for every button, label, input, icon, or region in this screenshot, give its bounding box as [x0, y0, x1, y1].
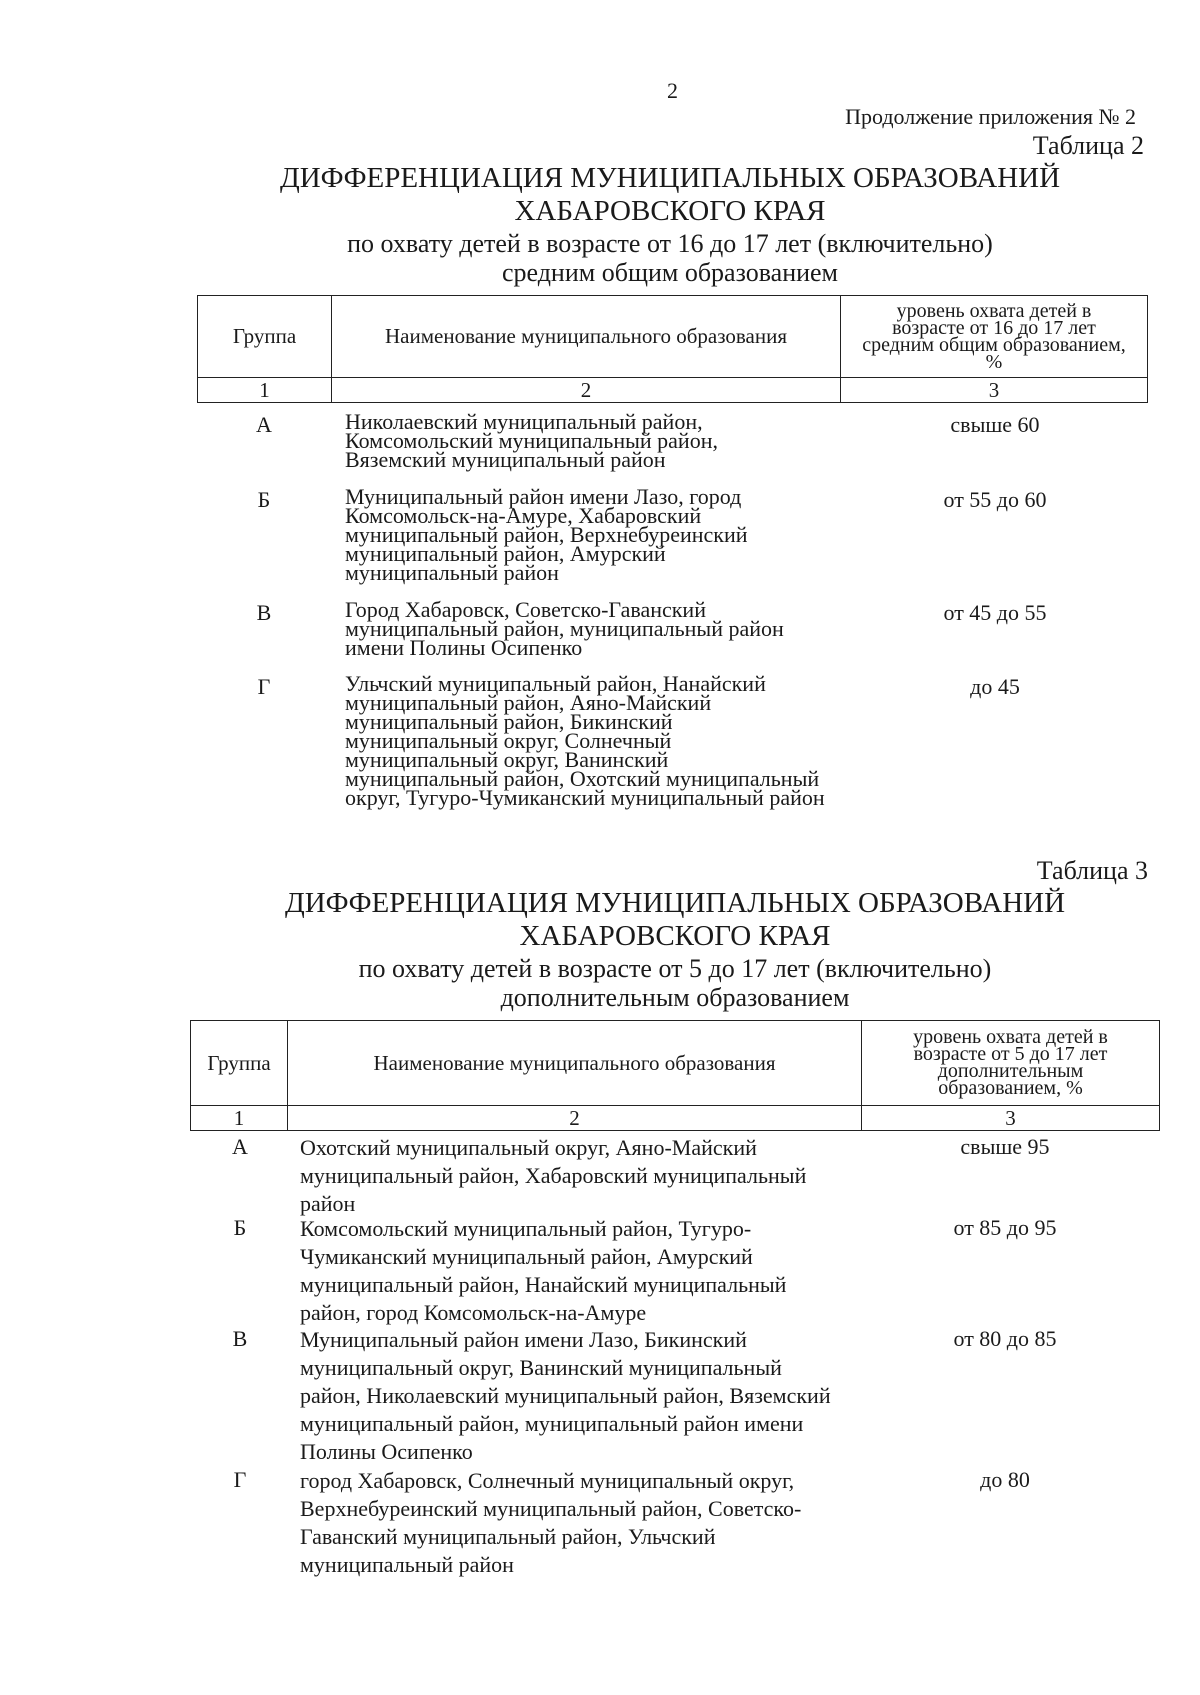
row-level: от 55 до 60 — [943, 487, 1047, 512]
row-group: В — [232, 1326, 248, 1351]
table3-header — [190, 1020, 1160, 1131]
table3-header-name: Наименование муниципального образования — [288, 1021, 862, 1106]
table3-title-line2: ХАБАРОВСКОГО КРАЯ — [519, 920, 831, 952]
row-group: Б — [233, 1215, 247, 1240]
row-group: В — [256, 600, 272, 625]
table3-title-block — [195, 887, 1155, 1011]
row-name: Ульчский муниципальный район, Нанайский муниципальный район, Аяно-Майский муниципальный район, Бикинский муниципальный округ, Солнечный муниципальный округ, Ванинский муниципальный район, Охотский муниципальный округ, Тугуро-Чумиканский муниципальный район — [345, 671, 825, 810]
table3-header-group: Группа — [191, 1021, 288, 1106]
table3-subtitle-line2: дополнительным образованием — [500, 983, 850, 1012]
appendix-continuation: Продолжение приложения № 2 — [845, 104, 1136, 129]
table2-header-name: Наименование муниципального образования — [332, 296, 841, 378]
row-name: Город Хабаровск, Советско-Гаванский муниципальный район, муниципальный район имени Полины Осипенко — [345, 597, 784, 660]
table3-header-level: уровень охвата детей в возрасте от 5 до 17 лет дополнительным образованием, % — [862, 1021, 1160, 1106]
row-group: А — [256, 412, 272, 437]
row-group: Г — [233, 1467, 247, 1492]
table2-title-block — [190, 162, 1150, 286]
row-name: город Хабаровск, Солнечный муниципальный округ, Верхнебуреинский муниципальный район, Советско-Гаванский муниципальный район, Ульчский муниципальный район — [300, 1468, 802, 1577]
table2-label: Таблица 2 — [1032, 131, 1144, 160]
table3-colnum-2: 2 — [288, 1106, 862, 1131]
row-group: А — [232, 1134, 248, 1159]
table2-colnum-1: 1 — [198, 378, 332, 403]
table3-colnum-3: 3 — [862, 1106, 1160, 1131]
table2-subtitle-line1: по охвату детей в возрасте от 16 до 17 лет (включительно) — [347, 229, 993, 258]
row-level: от 80 до 85 — [953, 1326, 1057, 1351]
row-level: свыше 60 — [950, 412, 1040, 437]
page-number: 2 — [667, 78, 678, 103]
table3-title-line1: ДИФФЕРЕНЦИАЦИЯ МУНИЦИПАЛЬНЫХ ОБРАЗОВАНИЙ — [284, 887, 1066, 919]
row-group: Г — [257, 674, 271, 699]
table2-header-group: Группа — [198, 296, 332, 378]
table2-colnum-3: 3 — [841, 378, 1148, 403]
row-name: Муниципальный район имени Лазо, город Комсомольск-на-Амуре, Хабаровский муниципальный район, Верхнебуреинский муниципальный район, Амурский муниципальный район — [345, 484, 748, 585]
row-name: Муниципальный район имени Лазо, Бикинский муниципальный округ, Ванинский муниципальный район, Николаевский муниципальный район, Вяземский муниципальный район, муниципальный район имени Полины Осипенко — [300, 1327, 831, 1464]
row-level: от 45 до 55 — [943, 600, 1047, 625]
row-name: Охотский муниципальный округ, Аяно-Майский муниципальный район, Хабаровский муниципальный район — [300, 1135, 807, 1216]
row-level: свыше 95 — [960, 1134, 1050, 1159]
table3-colnum-1: 1 — [191, 1106, 288, 1131]
table2-header-level: уровень охвата детей в возрасте от 16 до 17 лет средним общим образованием, % — [841, 296, 1148, 378]
row-name: Николаевский муниципальный район, Комсомольский муниципальный район, Вяземский муниципальный район — [345, 409, 718, 472]
row-group: Б — [257, 487, 271, 512]
row-level: до 45 — [970, 674, 1020, 699]
table2-colnum-2: 2 — [332, 378, 841, 403]
table2-subtitle-line2: средним общим образованием — [501, 258, 839, 287]
table2-header — [197, 295, 1148, 403]
row-name: Комсомольский муниципальный район, Тугуро-Чумиканский муниципальный район, Амурский муниципальный район, Нанайский муниципальный район, город Комсомольск-на-Амуре — [300, 1216, 787, 1325]
table2-title-line1: ДИФФЕРЕНЦИАЦИЯ МУНИЦИПАЛЬНЫХ ОБРАЗОВАНИЙ — [279, 162, 1061, 194]
row-level: от 85 до 95 — [953, 1215, 1057, 1240]
table3-subtitle-line1: по охвату детей в возрасте от 5 до 17 лет (включительно) — [358, 954, 992, 983]
table3-label: Таблица 3 — [1036, 856, 1148, 885]
table2-title-line2: ХАБАРОВСКОГО КРАЯ — [514, 195, 826, 227]
row-level: до 80 — [980, 1467, 1030, 1492]
